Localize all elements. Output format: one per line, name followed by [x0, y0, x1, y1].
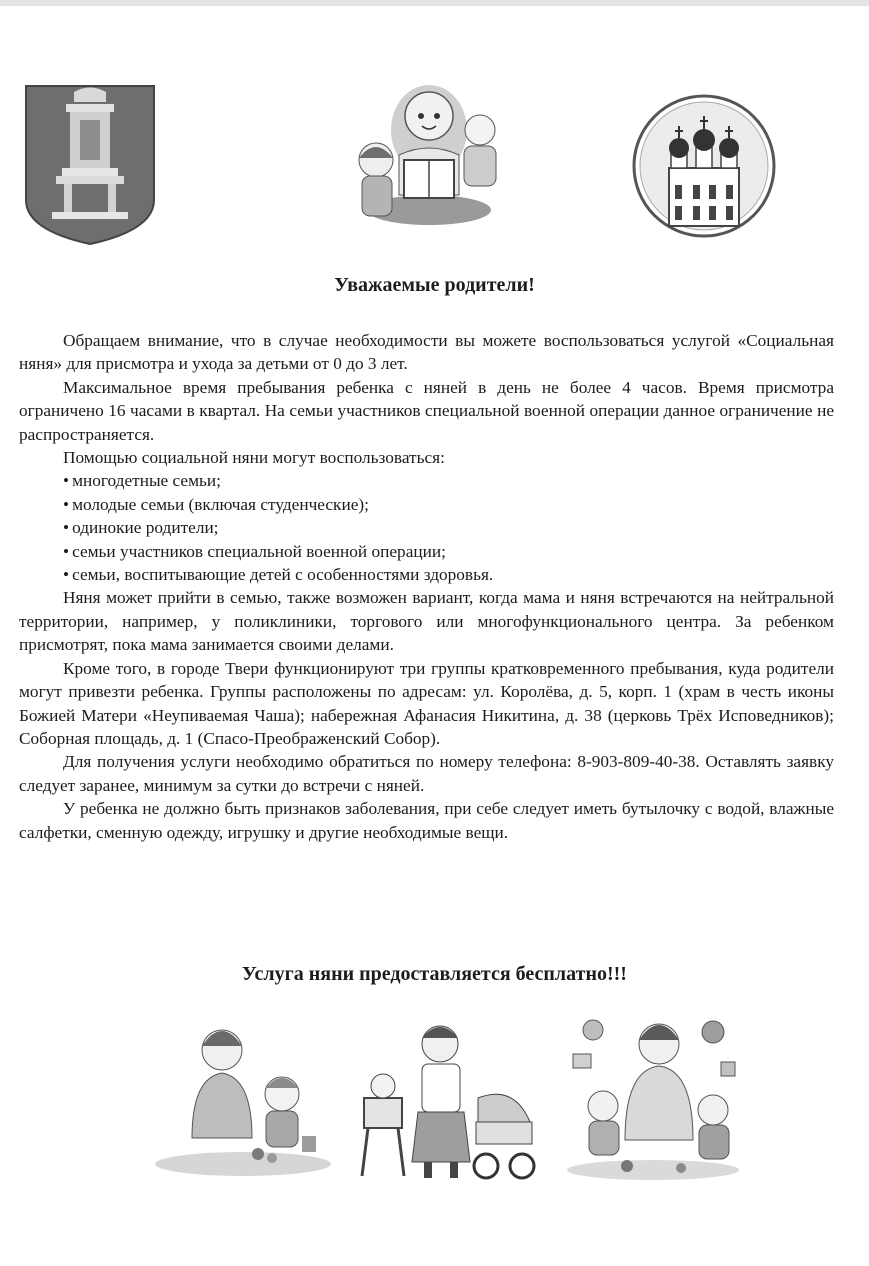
nanny-reading-illustration: [344, 70, 509, 230]
paragraph-service-intro: Обращаем внимание, что в случае необходимости вы можете воспользоваться услугой «Социальная няня» для присмотра и ухода за детьми от 0 до 3 лет.: [19, 331, 834, 374]
list-item: • семьи, воспитывающие детей с особенностями здоровья.: [63, 563, 834, 586]
nanny-with-children-illustration: [563, 1010, 743, 1182]
paragraph-time-limits: Максимальное время пребывания ребенка с няней в день не более 4 часов. Время присмотра ограничено 16 часами в квартал. На семьи участников специальной военной операции данное ограничение не распространяется.: [19, 377, 834, 444]
paragraph-requirements: У ребенка не должно быть признаков заболевания, при себе следует иметь бутылочку с водой, влажные салфетки, сменную одежду, игрушку и другие необходимые вещи.: [19, 799, 834, 842]
top-edge: [0, 0, 869, 6]
list-item: • многодетные семьи;: [63, 469, 834, 492]
nanny-with-stroller-illustration: [358, 1022, 536, 1182]
notice-body: [19, 329, 834, 844]
paragraph-short-stay-groups: Кроме того, в городе Твери функционируют три группы кратковременного пребывания, куда родители могут привезти ребенка. Группы расположены по адресам: ул. Королёва, д. 5, корп. 1 (храм в честь иконы Божией Матери «Неупиваемая Чаша); набережная Афанасия Никитина, д. 38 (церковь Трёх Исповедников); Соборная площадь, д. 1 (Спасо-Преображенский Собор).: [19, 658, 834, 748]
paragraph-eligible-intro: Помощью социальной няни могут воспользоваться:: [63, 448, 445, 468]
list-item: • одинокие родители;: [63, 516, 834, 539]
coat-of-arms-icon: [22, 82, 158, 248]
church-emblem-icon: [631, 90, 777, 242]
page-title: Уважаемые родители!: [334, 274, 535, 296]
paragraph-meeting-place: Няня может прийти в семью, также возможен вариант, когда мама и няня встречаются на нейтральной территории, например, у поликлиники, торгового или многофункционального центра. За ребенком присмотрят, пока мама занимается своими делами.: [19, 588, 834, 655]
list-item: • семьи участников специальной военной операции;: [63, 540, 834, 563]
free-service-note: Услуга няни предоставляется бесплатно!!!: [242, 963, 627, 985]
paragraph-contact-phone: Для получения услуги необходимо обратиться по номеру телефона: 8-903-809-40-38. Оставлять заявку следует заранее, минимум за сутки до встречи с няней.: [19, 752, 834, 795]
eligible-list: [19, 469, 834, 586]
mother-with-toddler-illustration: [152, 1018, 334, 1178]
list-item: • молодые семьи (включая студенческие);: [63, 493, 834, 516]
